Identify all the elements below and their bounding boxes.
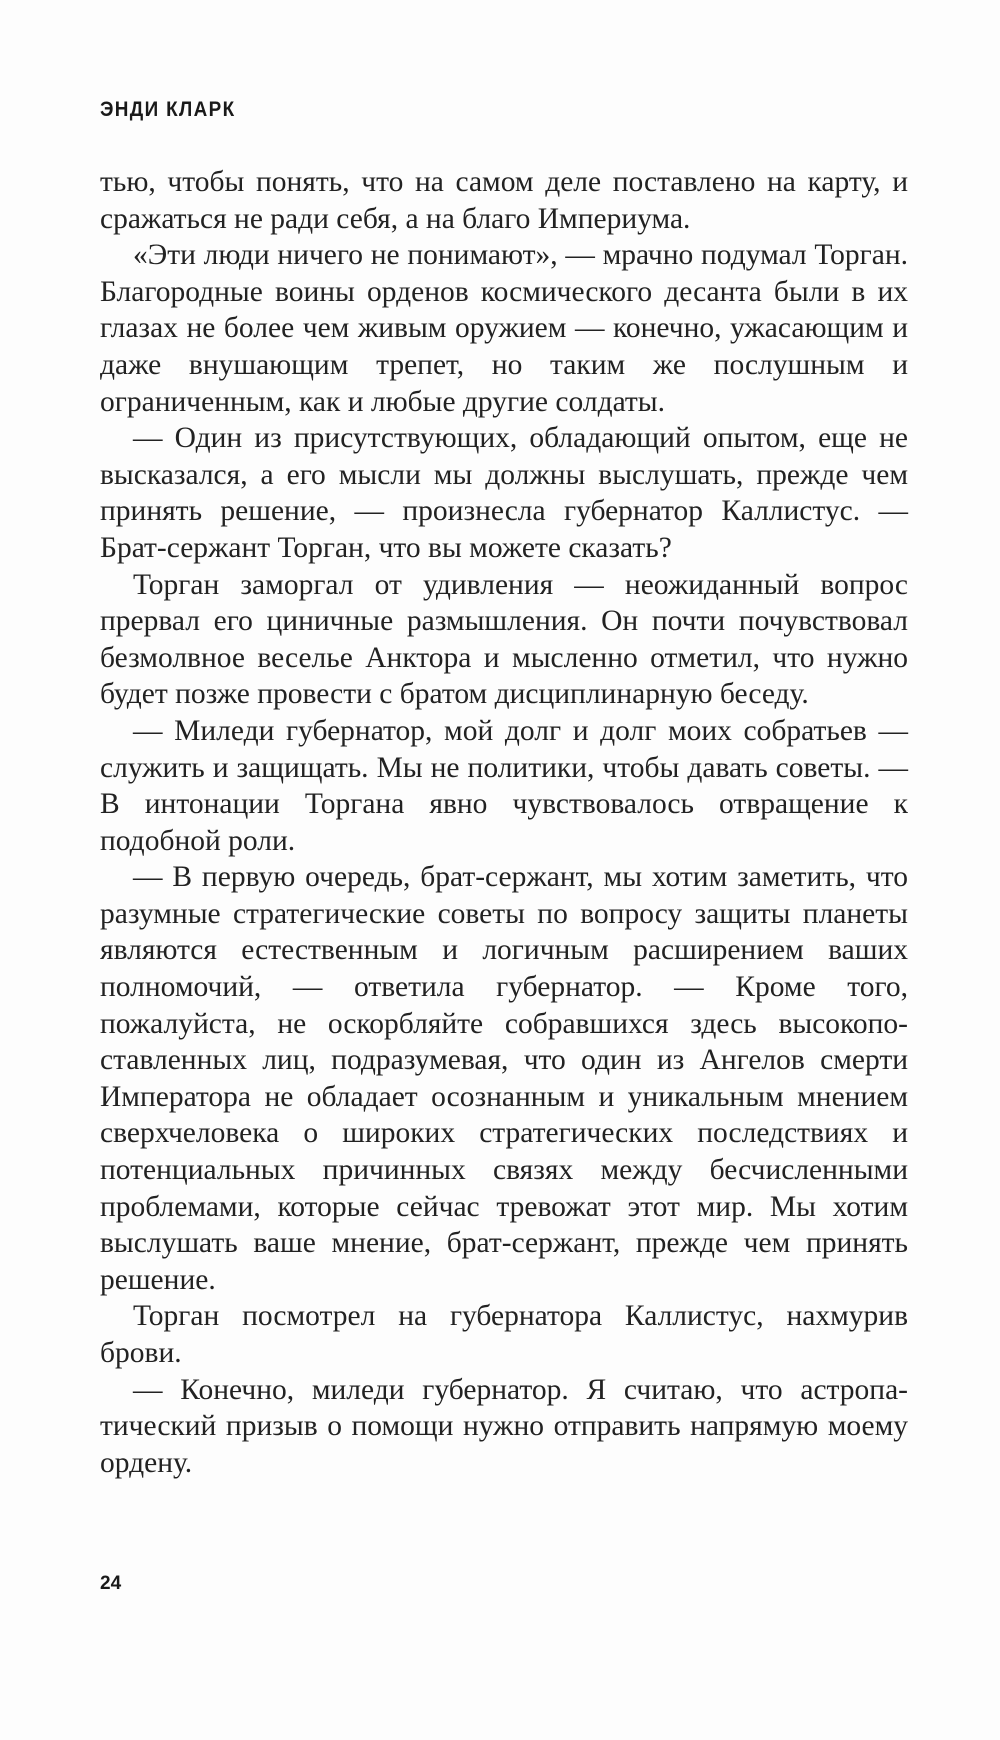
paragraph-continued: тью, чтобы понять, что на самом деле поставлено на карту, и сражаться не ради себя, а на благо Империума. [100, 166, 908, 235]
paragraph: — Один из присутствующих, обладающий опытом, еще не высказался, а его мысли мы должны выслушать, прежде чем принять решение, — произнесла губернатор Каллистус. — Брат-сержант Торган, что вы можете сказать? [100, 422, 908, 564]
paragraph: — Миледи губернатор, мой долг и долг моих собратьев — служить и защищать. Мы не политики, чтобы давать советы. — В интонации Торгана явно чувствовалось отвращение к подобной роли. [100, 714, 908, 857]
body-text [100, 164, 908, 1481]
paragraph: — Конечно, миледи губернатор. Я считаю, что астропатический призыв о помощи нужно отправить напрямую моему ордену. [100, 1373, 908, 1479]
paragraph: — В первую очередь, брат-сержант, мы хотим заметить, что разумные стратегические советы по вопросу защиты планеты являются естественным и логичным расширением ваших полномочий, — ответила губернатор. — Кроме того, пожалуйста, не оскорбляйте собравшихся здесь высокопоставленных лиц, подразумевая, что один из Ангелов смерти Императора не обладает осознанным и уникальным мнением сверхчеловека о широких стратегических последствиях и потенциальных причинных связях между бесчисленными проблемами, которые сейчас тревожат этот мир. Мы хотим выслушать ваше мнение, брат-сержант, прежде чем принять решение. [100, 861, 908, 1296]
paragraph: Торган посмотрел на губернатора Каллистус, нахмурив брови. [100, 1300, 908, 1369]
paragraph: «Эти люди ничего не понимают», — мрачно подумал Торган. Благородные воины орденов космического десанта были в их глазах не более чем живым оружием — конечно, ужасающим и даже внушающим трепет, но таким же послушным и ограниченным, как и любые другие солдаты. [100, 239, 908, 418]
paragraph: Торган заморгал от удивления — неожиданный вопрос прервал его циничные размышления. Он почти почувствовал безмолвное веселье Анктора и мысленно отметил, что нужно будет позже провести с братом дисциплинарную беседу. [100, 568, 908, 711]
running-head-author: ЭНДИ КЛАРК [100, 98, 236, 121]
page-number: 24 [100, 1573, 122, 1594]
